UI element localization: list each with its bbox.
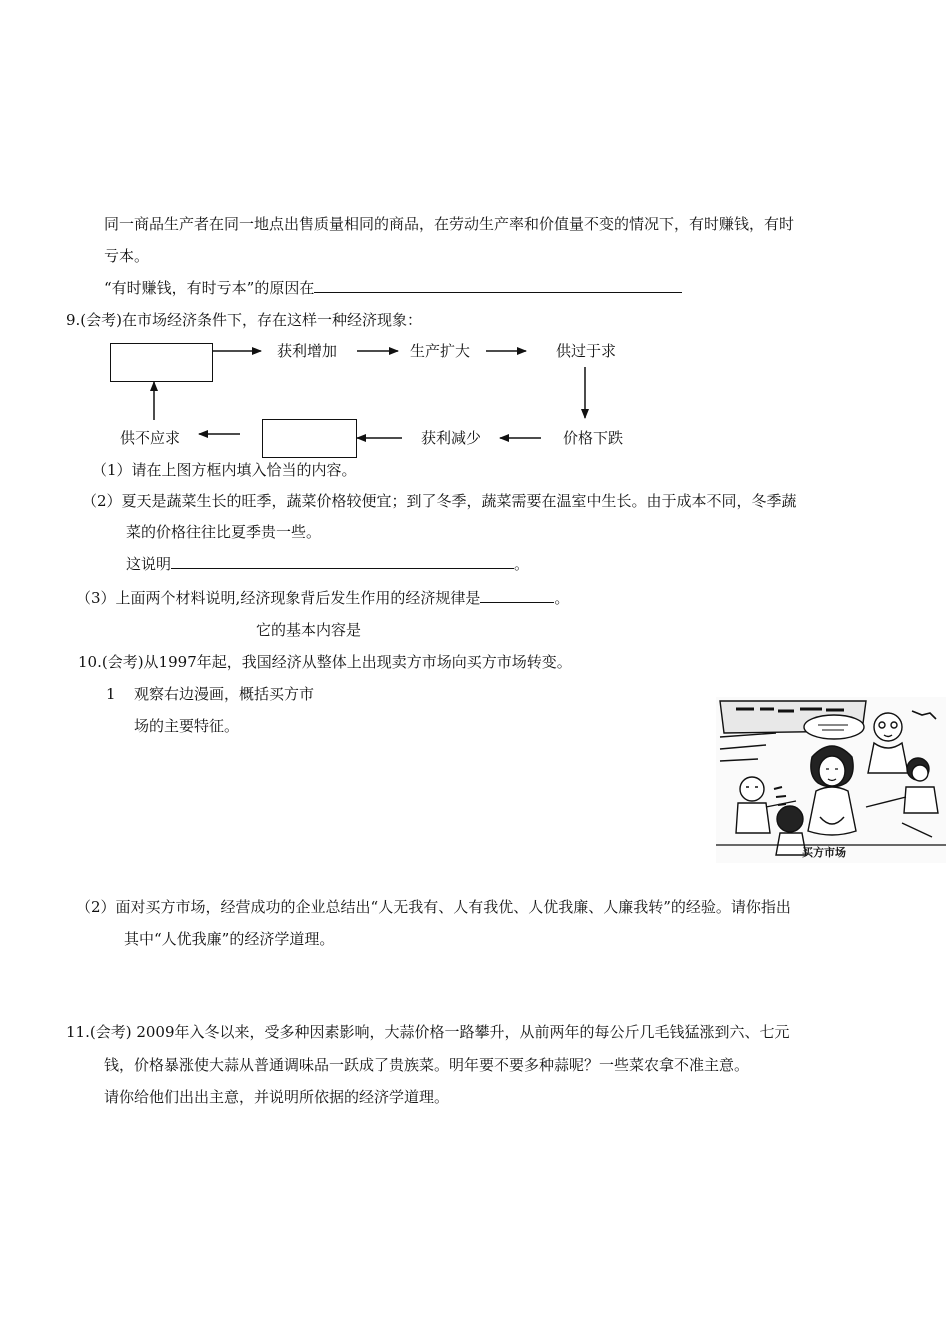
q9-sub3-line-1 (76, 588, 569, 608)
q11-line-1: 11.(会考) 2009年入冬以来，受多种因素影响，大蒜价格一路攀升，从前两年的每公斤几毛钱猛涨到六、七元 (66, 1023, 790, 1041)
q11-line-2: 钱，价格暴涨使大蒜从普通调味品一跃成了贵族菜。明年要不要多种蒜呢？一些菜农拿不准主意。 (104, 1056, 750, 1074)
prev-question-prompt: “有时赚钱，有时亏本”的原因在 (104, 279, 315, 297)
q10-sub1-number: 1 (106, 685, 116, 703)
q10-stem: 10.(会考)从1997年起，我国经济从整体上出现卖方市场向买方市场转变。 (78, 653, 572, 671)
q10-sub1-line-1: 观察右边漫画，概括买方市 (134, 685, 315, 703)
q11-line-3: 请你给他们出出主意，并说明所依据的经济学道理。 (104, 1088, 450, 1106)
prev-question-line-3 (104, 278, 682, 298)
q9-answer-box-bottom[interactable] (262, 419, 357, 458)
q9-node-undersupply: 供不应求 (120, 429, 181, 447)
q9-node-profit-up: 获利增加 (277, 342, 338, 360)
q9-node-expand: 生产扩大 (410, 342, 471, 360)
q9-sub3-period: 。 (554, 589, 570, 607)
prev-question-line-1: 同一商品生产者在同一地点出售质量相同的商品，在劳动生产率和价值量不变的情况下，有时赚钱，有时 (104, 215, 795, 233)
q9-sub2-period: 。 (514, 555, 530, 573)
q9-sub3-prompt: （3）上面两个材料说明,经济现象背后发生作用的经济规律是 (76, 589, 481, 607)
q10-sub1-line-2: 场的主要特征。 (134, 717, 240, 735)
q9-sub1: （1）请在上图方框内填入恰当的内容。 (92, 461, 357, 479)
q9-node-price-down: 价格下跌 (563, 429, 624, 447)
q9-answer-box-top[interactable] (110, 343, 213, 382)
prev-question-line-2: 亏本。 (104, 247, 150, 265)
q9-sub2-line-3 (126, 554, 529, 574)
prev-question-answer-blank[interactable] (314, 278, 682, 293)
q9-sub2-line-2: 菜的价格往往比夏季贵一些。 (126, 523, 322, 541)
q9-sub2-answer-blank[interactable] (171, 554, 514, 569)
buyer-market-cartoon (716, 697, 946, 863)
q9-node-oversupply: 供过于求 (556, 342, 617, 360)
q9-sub2-line-1: （2）夏天是蔬菜生长的旺季，蔬菜价格较便宜；到了冬季，蔬菜需要在温室中生长。由于成本不同，冬季蔬 (82, 492, 797, 510)
q10-sub2-line-1: （2）面对买方市场，经营成功的企业总结出“人无我有、人有我优、人优我廉、人廉我转”的经验。请你指出 (76, 898, 791, 916)
q9-sub3-line-2: 它的基本内容是 (256, 621, 362, 639)
q10-sub2-line-2: 其中“人优我廉”的经济学道理。 (124, 930, 335, 948)
cartoon-caption: 买方市场 (802, 846, 846, 859)
q9-node-profit-down: 获利减少 (421, 429, 482, 447)
q9-stem: 9.(会考)在市场经济条件下，存在这样一种经济现象： (66, 311, 423, 329)
cartoon-drawing (716, 697, 946, 863)
q9-sub3-answer-blank[interactable] (480, 588, 554, 603)
q9-sub2-prompt: 这说明 (126, 555, 172, 573)
